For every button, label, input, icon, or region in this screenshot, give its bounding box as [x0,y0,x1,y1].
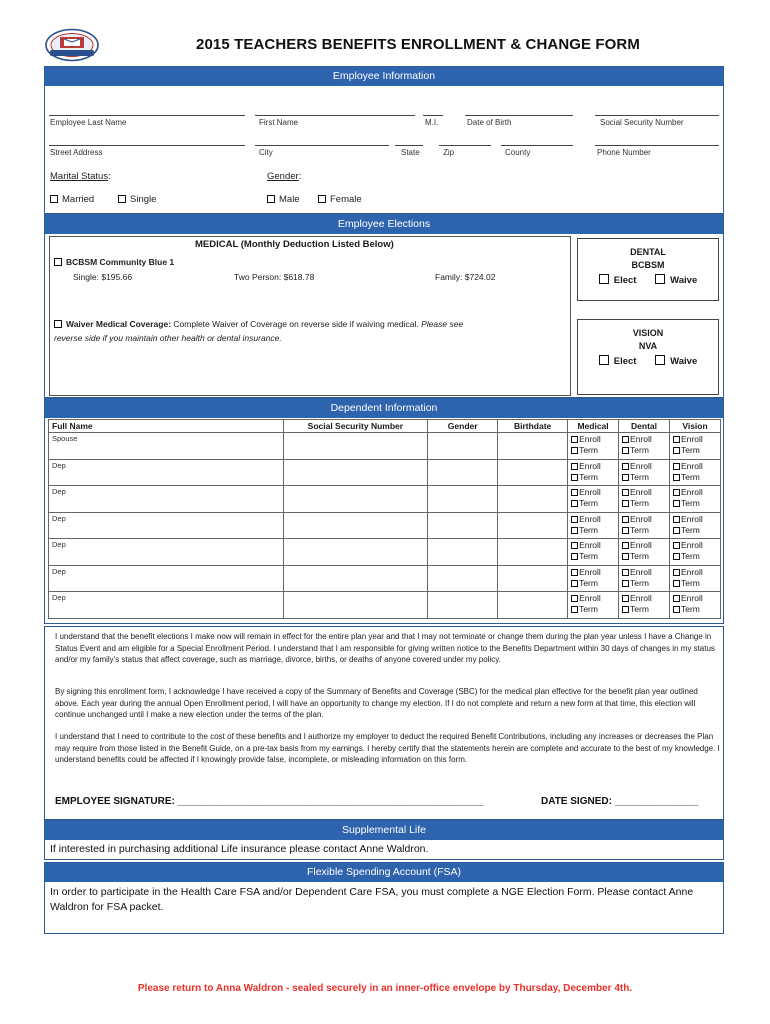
dependent-name-cell[interactable]: Dep [49,565,284,592]
employee-elections-section [44,214,724,398]
dependent-name-cell[interactable]: Dep [49,459,284,486]
column-header: Medical [568,420,619,433]
street-line[interactable] [49,145,245,146]
birthdate-cell[interactable] [498,459,568,486]
checkbox-icon[interactable] [318,195,326,203]
dob-label: Date of Birth [467,118,512,127]
dependent-information-header: Dependent Information [45,399,723,418]
enroll-option[interactable]: Enroll [622,593,666,604]
enroll-option[interactable]: Enroll [673,434,717,445]
checkbox-icon[interactable] [54,258,62,266]
return-instructions: Please return to Anna Waldron - sealed securely in an inner-office envelope by Thursday, December 4th. [137,983,633,994]
checkbox-icon[interactable] [673,474,680,481]
birthdate-cell[interactable] [498,539,568,566]
vision-elect-option[interactable]: Elect [599,356,637,367]
term-option[interactable]: Term [571,551,615,562]
dental-elect-option[interactable]: Elect [599,275,637,286]
first-name-label: First Name [259,118,299,127]
table-row [49,565,721,592]
checkbox-icon[interactable] [571,606,578,613]
ssn-line[interactable] [595,115,719,116]
enroll-term-options [670,486,721,513]
table-row [49,512,721,539]
checkbox-icon[interactable] [673,516,680,523]
checkbox-icon[interactable] [571,500,578,507]
enroll-term-options [568,592,619,619]
checkbox-icon[interactable] [673,436,680,443]
city-line[interactable] [255,145,389,146]
checkbox-icon[interactable] [673,527,680,534]
phone-label: Phone Number [597,148,651,157]
terms-section [44,626,724,820]
enroll-term-options [619,565,670,592]
checkbox-icon[interactable] [54,320,62,328]
mi-label: M.I. [425,118,439,127]
checkbox-icon[interactable] [571,463,578,470]
checkbox-icon[interactable] [622,500,629,507]
street-label: Street Address [50,148,103,157]
enroll-term-options [619,486,670,513]
fsa-section [44,862,724,934]
enroll-option[interactable]: Enroll [673,514,717,525]
supplemental-life-header: Supplemental Life [45,821,723,840]
waive-medical-option[interactable]: Waiver Medical Coverage: Complete Waiver of Coverage on reverse side if waiving medical. Please see [54,319,463,329]
gender-cell[interactable] [428,512,498,539]
last-name-line[interactable] [49,115,245,116]
vision-box [577,319,719,395]
ssn-label: Social Security Number [600,118,684,127]
supplemental-life-text: If interested in purchasing additional Life insurance please contact Anne Waldron. [50,843,429,855]
gender-cell[interactable] [428,565,498,592]
checkbox-icon[interactable] [673,463,680,470]
enroll-option[interactable]: Enroll [622,487,666,498]
dental-waive-option[interactable]: Waive [655,275,697,286]
gender-cell[interactable] [428,539,498,566]
first-name-line[interactable] [255,115,415,116]
term-option[interactable]: Term [622,604,666,615]
checkbox-icon[interactable] [622,516,629,523]
zip-line[interactable] [439,145,491,146]
vision-waive-option[interactable]: Waive [655,356,697,367]
checkbox-icon[interactable] [622,436,629,443]
dob-line[interactable] [465,115,573,116]
male-option[interactable]: Male [267,194,300,205]
enroll-option[interactable]: Enroll [622,461,666,472]
enroll-option[interactable]: Enroll [673,567,717,578]
enroll-option[interactable]: Enroll [571,593,615,604]
enroll-option[interactable]: Enroll [622,567,666,578]
checkbox-icon[interactable] [571,527,578,534]
enroll-term-options [619,433,670,460]
vision-carrier: NVA [638,341,658,351]
two-person-rate: Two Person: $618.78 [234,272,315,282]
checkbox-icon[interactable] [655,274,665,284]
checkbox-icon[interactable] [118,195,126,203]
birthdate-cell[interactable] [498,565,568,592]
checkbox-icon[interactable] [571,516,578,523]
term-option[interactable]: Term [571,472,615,483]
enroll-option[interactable]: Enroll [673,461,717,472]
checkbox-icon[interactable] [622,542,629,549]
medical-title: MEDICAL (Monthly Deduction Listed Below) [195,239,394,250]
female-option[interactable]: Female [318,194,362,205]
ssn-cell[interactable] [283,433,428,460]
employee-signature-line[interactable]: EMPLOYEE SIGNATURE: _______________________________________________________ [55,796,484,807]
last-name-label: Employee Last Name [50,118,127,127]
term-option[interactable]: Term [571,498,615,509]
checkbox-icon[interactable] [571,595,578,602]
gender-label: Gender: [267,171,302,182]
fsa-header: Flexible Spending Account (FSA) [45,863,723,882]
single-rate: Single: $195.66 [73,272,133,282]
date-signed-line[interactable]: DATE SIGNED: _______________ [541,796,699,807]
gender-cell[interactable] [428,592,498,619]
dependent-name-cell[interactable]: Dep [49,592,284,619]
employee-information-header: Employee Information [45,67,723,86]
term-option[interactable]: Term [571,525,615,536]
checkbox-icon[interactable] [622,463,629,470]
enroll-term-options [670,512,721,539]
checkbox-icon[interactable] [622,580,629,587]
enroll-option[interactable]: Enroll [622,540,666,551]
term-option[interactable]: Term [622,498,666,509]
checkbox-icon[interactable] [673,447,680,454]
ssn-cell[interactable] [283,592,428,619]
mi-line[interactable] [423,115,443,116]
bcbsm-plan-option[interactable]: BCBSM Community Blue 1 [54,257,174,267]
column-header: Birthdate [498,420,568,433]
dental-carrier: BCBSM [631,260,665,270]
term-option[interactable]: Term [571,578,615,589]
enroll-term-options [670,433,721,460]
checkbox-icon[interactable] [673,569,680,576]
ssn-cell[interactable] [283,512,428,539]
checkbox-icon[interactable] [50,195,58,203]
term-option[interactable]: Term [571,445,615,456]
birthdate-cell[interactable] [498,433,568,460]
table-row [49,592,721,619]
enroll-term-options [568,512,619,539]
county-label: County [505,148,531,157]
ssn-cell[interactable] [283,539,428,566]
state-label: State [401,148,420,157]
checkbox-icon[interactable] [571,474,578,481]
dental-box [577,238,719,301]
terms-paragraph-3: I understand that I need to contribute to the cost of these benefits and I authorize my employer to deduct the required Benefit Contributions, including any increases or decreases the Plan may require from those listed in the Benefit Guide, on a pre-tax basis from my earnings. I hereby certify that the statements herein are complete and accurate to the best of my knowledge. I understand benefits could be affected if I knowingly provide false, incomplete, or misleading information on this form. [55,732,720,764]
checkbox-icon[interactable] [673,553,680,560]
checkbox-icon[interactable] [622,489,629,496]
enroll-option[interactable]: Enroll [571,540,615,551]
marital-status-label: Marital Status: [50,171,111,182]
vision-options [578,355,718,367]
checkbox-icon[interactable] [673,595,680,602]
enroll-term-options [568,459,619,486]
checkbox-icon[interactable] [622,527,629,534]
column-header: Social Security Number [283,420,428,433]
enroll-term-options [670,459,721,486]
form-title: 2015 TEACHERS BENEFITS ENROLLMENT & CHANGE FORM [196,36,640,53]
term-option[interactable]: Term [673,472,717,483]
column-header: Full Name [49,420,284,433]
term-option[interactable]: Term [622,525,666,536]
checkbox-icon[interactable] [571,489,578,496]
enroll-term-options [568,433,619,460]
term-option[interactable]: Term [673,445,717,456]
checkbox-icon[interactable] [622,474,629,481]
ssn-cell[interactable] [283,486,428,513]
checkbox-icon[interactable] [571,542,578,549]
checkbox-icon[interactable] [622,595,629,602]
enroll-term-options [619,512,670,539]
terms-paragraph-1: I understand that the benefit elections I make now will remain in effect for the entire plan year and that I may not terminate or change them during the plan year unless I have a Change in Status Event and am eligible for a Special Enrollment Period. I understand that I am responsible for giving written notice to the Benefits Department within 30 days of changes in my status and/or my family's status that affect coverage, such as marriage, divorce, births, or deaths of anyone covered under my policy. [55,632,715,664]
enroll-option[interactable]: Enroll [571,567,615,578]
single-option[interactable]: Single [118,194,156,205]
term-option[interactable]: Term [622,578,666,589]
column-header: Vision [670,420,721,433]
employee-information-section [44,66,724,214]
enroll-term-options [568,565,619,592]
term-option[interactable]: Term [673,578,717,589]
zip-label: Zip [443,148,455,157]
gender-cell[interactable] [428,486,498,513]
checkbox-icon[interactable] [571,436,578,443]
checkbox-icon[interactable] [571,569,578,576]
gender-cell[interactable] [428,433,498,460]
ssn-cell[interactable] [283,459,428,486]
checkbox-icon[interactable] [571,553,578,560]
enroll-option[interactable]: Enroll [571,487,615,498]
birthdate-cell[interactable] [498,592,568,619]
dependent-name-cell[interactable]: Spouse [49,433,284,460]
checkbox-icon[interactable] [673,500,680,507]
fsa-text: In order to participate in the Health Care FSA and/or Dependent Care FSA, you must complete a NGE Election Form. Please contact Anne Waldron for FSA packet. [50,886,694,913]
waive-medical-note: reverse side if you maintain other health or dental insurance. [54,333,282,343]
enroll-term-options [670,539,721,566]
term-option[interactable]: Term [622,551,666,562]
checkbox-icon[interactable] [599,274,609,284]
family-rate: Family: $724.02 [435,272,496,282]
checkbox-icon[interactable] [673,580,680,587]
dental-options [578,274,718,286]
checkbox-icon[interactable] [622,569,629,576]
checkbox-icon[interactable] [622,447,629,454]
county-line[interactable] [501,145,573,146]
district-seal-logo [44,28,100,62]
checkbox-icon[interactable] [571,580,578,587]
birthdate-cell[interactable] [498,486,568,513]
enroll-option[interactable]: Enroll [571,434,615,445]
checkbox-icon[interactable] [267,195,275,203]
enroll-term-options [568,486,619,513]
enroll-option[interactable]: Enroll [571,514,615,525]
enroll-option[interactable]: Enroll [673,593,717,604]
table-row [49,486,721,513]
state-line[interactable] [395,145,423,146]
dependent-name-cell[interactable]: Dep [49,539,284,566]
table-row [49,459,721,486]
term-option[interactable]: Term [673,551,717,562]
enroll-term-options [568,539,619,566]
table-row [49,433,721,460]
checkbox-icon[interactable] [673,606,680,613]
column-header: Dental [619,420,670,433]
checkbox-icon[interactable] [571,447,578,454]
phone-line[interactable] [595,145,719,146]
enroll-term-options [619,539,670,566]
terms-paragraph-2: By signing this enrollment form, I acknowledge I have received a copy of the Summary of Benefits and Coverage (SBC) for the medical plan effective for the benefit plan year outlined above. Each year during the annual Open Enrollment period, I will have an opportunity to change my election. If I do not complete and return a new form at that time, this election will continue unchanged until I make a new election under the terms of the plan. [55,687,698,719]
checkbox-icon[interactable] [622,553,629,560]
enroll-option[interactable]: Enroll [622,434,666,445]
term-option[interactable]: Term [673,525,717,536]
dependent-name-cell[interactable]: Dep [49,512,284,539]
supplemental-life-section [44,820,724,860]
city-label: City [259,148,273,157]
checkbox-icon[interactable] [673,489,680,496]
dependent-table [48,419,721,619]
enroll-term-options [670,592,721,619]
enroll-term-options [619,459,670,486]
birthdate-cell[interactable] [498,512,568,539]
enroll-term-options [670,565,721,592]
term-option[interactable]: Term [673,498,717,509]
checkbox-icon[interactable] [655,355,665,365]
term-option[interactable]: Term [622,472,666,483]
married-option[interactable]: Married [50,194,94,205]
enroll-option[interactable]: Enroll [622,514,666,525]
enroll-option[interactable]: Enroll [571,461,615,472]
enroll-option[interactable]: Enroll [673,540,717,551]
column-header: Gender [428,420,498,433]
employee-elections-header: Employee Elections [45,215,723,234]
dependent-information-section [44,398,724,624]
checkbox-icon[interactable] [622,606,629,613]
vision-title: VISION [632,328,664,338]
enroll-term-options [619,592,670,619]
checkbox-icon[interactable] [673,542,680,549]
term-option[interactable]: Term [571,604,615,615]
dependent-table-header [49,420,721,433]
dependent-name-cell[interactable]: Dep [49,486,284,513]
table-row [49,539,721,566]
gender-cell[interactable] [428,459,498,486]
checkbox-icon[interactable] [599,355,609,365]
dental-title: DENTAL [630,247,666,257]
term-option[interactable]: Term [673,604,717,615]
ssn-cell[interactable] [283,565,428,592]
term-option[interactable]: Term [622,445,666,456]
enroll-option[interactable]: Enroll [673,487,717,498]
